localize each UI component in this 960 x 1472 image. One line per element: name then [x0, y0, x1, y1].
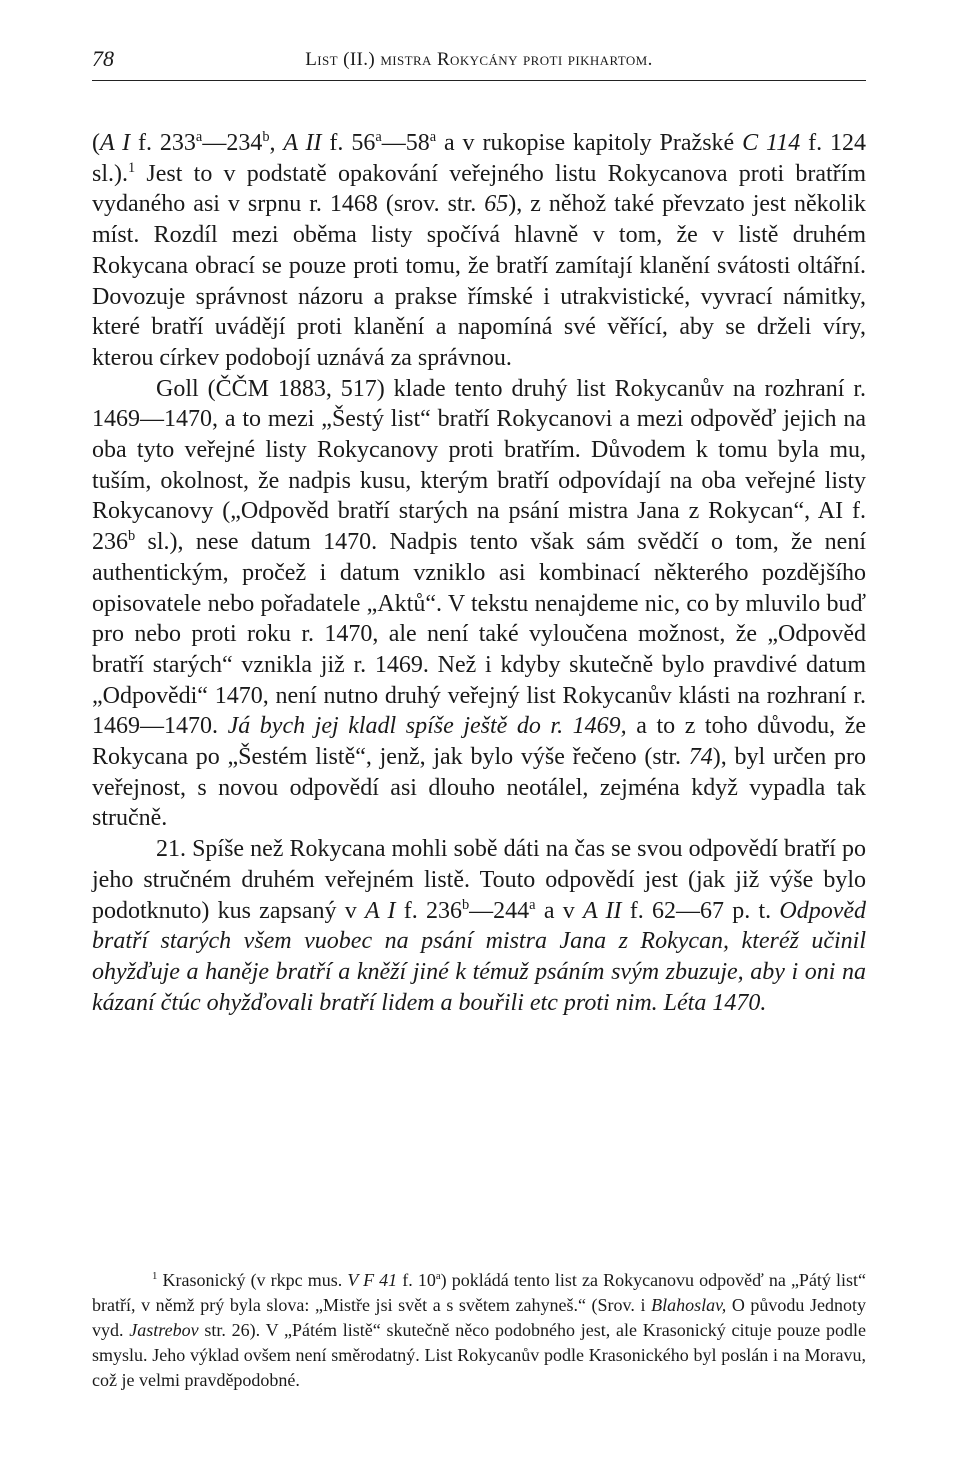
superscript: b — [262, 129, 270, 145]
text-run: f. 62—67 p. t. — [621, 897, 780, 924]
superscript: a — [195, 129, 203, 145]
text-run: 21. Spíše než Rokycana mohli sobě dáti na čas se svou odpovědí bratří po jeho stručném druhém veřejném listě. Touto odpovědí jest (jak již výše bylo podotknuto) kus zapsaný v — [92, 836, 866, 924]
italic-text: Blahoslav, — [651, 1295, 727, 1315]
text-run: —234 — [202, 130, 263, 156]
footnote — [92, 1268, 866, 1393]
text-run: a to z toho důvodu, že Rokycana po „Šestém listě“, jenž, jak bylo výše řečeno (str. — [92, 713, 867, 771]
text-run: f. 233 — [130, 130, 196, 156]
superscript: 1 — [128, 159, 136, 176]
superscript: a — [529, 896, 536, 913]
paragraph — [92, 128, 866, 374]
text-run: Krasonický (v rkpc mus. — [157, 1270, 348, 1290]
text-run: ), z něhož také převzato jest několik míst. Rozdíl mezi oběma listy spočívá hlavně v tom, že v listě druhém Rokycana obrací se pouze proti tomu, že bratří zamítají klanění svátosti oltářní. Dovozuje správnost názoru a prakse římské i utrakvistické, vyvrací námitky, které bratří uvádějí proti klanění a napomíná své věřící, aby se drželi víry, kterou církev podobojí uznává za správnou. — [92, 191, 867, 371]
text-run: a v — [535, 897, 583, 924]
text-run: f. 10 — [397, 1270, 436, 1290]
italic-text: A I — [100, 130, 131, 156]
superscript: a — [429, 129, 437, 145]
text-run: f. 236 — [395, 897, 462, 924]
page-number: 78 — [92, 46, 114, 71]
main-text — [92, 128, 866, 1018]
italic-text: C 114 — [742, 130, 801, 156]
italic-text: 74 — [688, 744, 713, 771]
text-run: sl.), nese datum 1470. Nadpis tento však sám svědčí o tom, že není authentickým, pročež i datum vzniklo asi kombinací některého pozdějšího opisovatele nebo pořadatele „Aktů“. V tekstu nenajdeme nic, co by mluvilo buď pro nebo proti roku r. 1470, ale není také vyloučena možnost, že „Odpověd bratří starých“ vznikla již r. 1469. Než i kdyby skutečně bylo pravdivé datum „Odpovědi“ 1470, není nutno druhý veřejný list Rokycanův klásti na rozhraní r. 1469—1470. — [92, 529, 866, 740]
text-run: ) pokládá tento list za Rokycanovu odpověď na „Pátý list“ bratří, v němž prý byla slova: „Mistře jsi svět a s světem zahyneš.“ (Srov. i — [92, 1270, 867, 1315]
text-run: Jest to v podstatě opakování veřejného listu Rokycanova proti bratřím vydaného asi v srpnu r. 1468 (srov. str. — [92, 160, 866, 218]
header-rule — [92, 80, 866, 81]
italic-text: Já bych jej kladl spíše ještě do r. 1469, — [227, 713, 627, 740]
footnotes — [92, 1268, 866, 1393]
italic-text: A I — [364, 897, 396, 924]
italic-text: A II — [582, 897, 622, 924]
text-run: Goll (ČČM 1883, 517) klade tento druhý list Rokycanův na rozhraní r. 1469—1470, a to mezi „Šestý list“ bratří Rokycanovi a mezi odpověď jejich na oba tyto veřejné listy Rokycanovy proti bratřím. Důvodem k tomu byla mu, tuším, okolnost, že nadpis kusu, kterým bratří odpovídají na oba veřejné listy Rokycanovy („Odpověd bratří starých na psání mistra Jana z Rokycan“, AI f. 236 — [92, 375, 866, 556]
italic-text: Jastrebov — [129, 1320, 199, 1340]
italic-text: Odpověd bratří starých všem vuobec na psání mistra Jana z Rokycan, kteréž učinil ohyžďuje a haněje bratří a kněží jiné k témuž psáním svým zbuzuje, aby i oni na kázaní čtúc ohyžďovali bratří lidem a bouřili etc proti nim. Léta 1470. — [92, 897, 867, 1016]
text-run: —244 — [469, 897, 530, 924]
text-run: f. 124 sl.). — [92, 130, 867, 187]
italic-text: V F 41 — [347, 1270, 398, 1290]
text-run: str. 26). V „Pátém listě“ skutečně něco podobného jest, ale Krasonický cituje pouze podle smyslu. Jeho výklad ovšem není směrodatný. List Rokycanův podle Krasonického byl poslán i na Moravu, což je velmi pravděpodobné. — [92, 1320, 867, 1390]
running-title: List (II.) mistra Rokycány proti pikhartom. — [305, 49, 653, 70]
text-run: ( — [92, 130, 100, 156]
text-run: , — [269, 130, 284, 156]
text-run: ), byl určen pro veřejnost, s novou odpovědí asi dlouho neotálel, zejména když vypadla tak stručně. — [92, 744, 866, 832]
text-run: —58 — [381, 130, 430, 156]
superscript: a — [435, 1270, 441, 1282]
paragraph — [92, 374, 866, 835]
text-run: O původu Jednoty vyd. — [92, 1295, 867, 1340]
superscript: b — [128, 528, 136, 545]
superscript: a — [375, 129, 382, 145]
italic-text: 65 — [484, 191, 509, 218]
superscript: 1 — [152, 1270, 158, 1282]
superscript: b — [461, 896, 470, 913]
paragraph — [92, 834, 866, 1018]
text-run: f. 56 — [321, 130, 376, 156]
text-run: a v rukopise kapitoly Pražské — [436, 130, 743, 156]
italic-text: A II — [283, 130, 322, 156]
